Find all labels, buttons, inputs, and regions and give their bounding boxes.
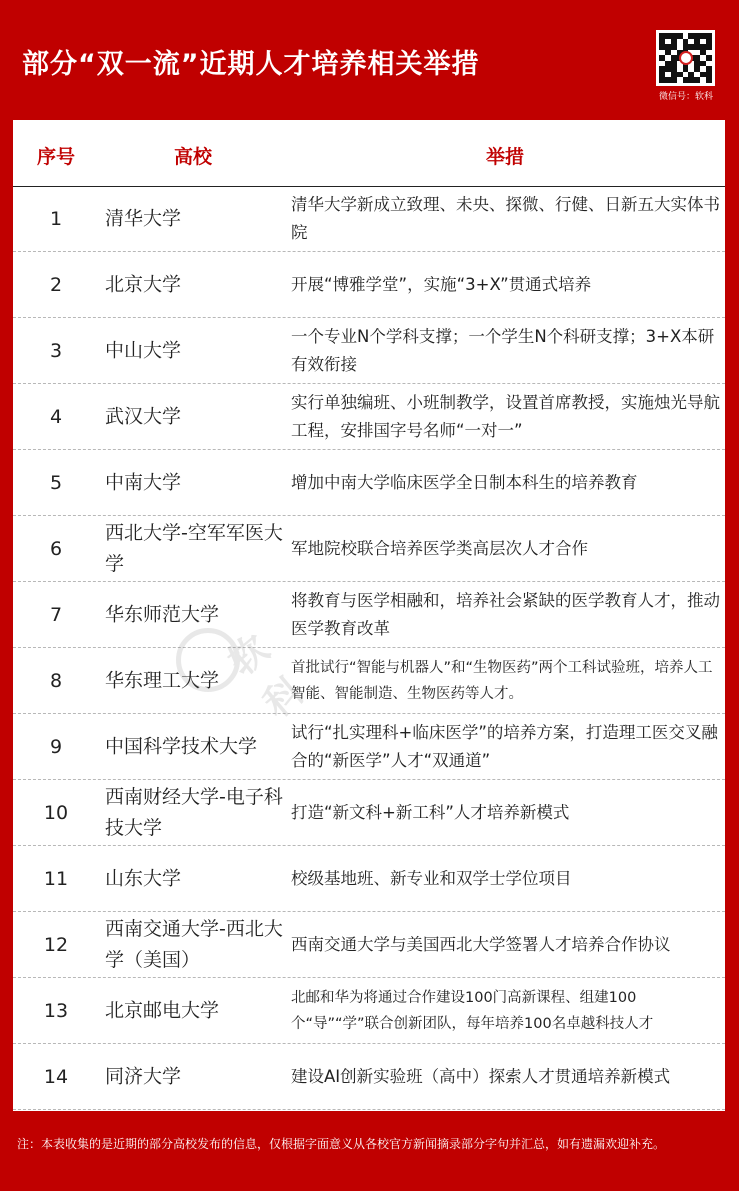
table-row: [13, 978, 725, 1044]
row-school: 西南交通大学-西北大学（美国）: [105, 917, 283, 971]
table-row: [13, 516, 725, 582]
table-row: [13, 714, 725, 780]
row-measure: 清华大学新成立致理、未央、探微、行健、日新五大实体书院: [291, 194, 720, 242]
header-school: 高校: [173, 146, 213, 168]
row-index: 12: [43, 933, 69, 956]
table-row: [13, 186, 725, 252]
table-row: [13, 1044, 725, 1110]
row-school: 武汉大学: [105, 405, 182, 427]
page-title: 部分“双一流”近期人才培养相关举措: [22, 49, 480, 80]
row-measure: 打造“新文科+新工科”人才培养新模式: [291, 802, 570, 822]
row-index: 13: [43, 999, 69, 1022]
row-index: 9: [49, 735, 63, 758]
row-measure: 西南交通大学与美国西北大学签署人才培养合作协议: [291, 934, 671, 954]
header-index: 序号: [36, 146, 76, 168]
row-measure: 开展“博雅学堂”，实施“3+X”贯通式培养: [291, 274, 592, 294]
row-index: 8: [49, 669, 63, 692]
table-row: [13, 846, 725, 912]
row-index: 2: [49, 273, 63, 296]
row-school: 清华大学: [105, 207, 182, 229]
table-header: [13, 120, 725, 187]
row-school: 华东师范大学: [105, 603, 220, 625]
row-measure: 试行“扎实理科+临床医学”的培养方案，打造理工医交叉融合的“新医学”人才“双通道”: [291, 722, 718, 770]
row-school: 山东大学: [105, 867, 182, 889]
row-index: 3: [49, 339, 63, 362]
row-index: 7: [49, 603, 63, 626]
table-row: [13, 648, 725, 714]
measures-table: [13, 120, 725, 1111]
row-index: 14: [43, 1065, 69, 1088]
row-measure: 一个专业N个学科支撑；一个学生N个科研支撑；3+X本研有效衔接: [291, 326, 715, 374]
row-index: 11: [43, 867, 69, 890]
row-school: 西南财经大学-电子科技大学: [105, 785, 283, 839]
qr-caption: 微信号：软科: [658, 92, 713, 102]
row-index: 6: [49, 537, 63, 560]
row-measure: 将教育与医学相融和，培养社会紧缺的医学教育人才，推动医学教育改革: [291, 590, 720, 638]
row-school: 华东理工大学: [105, 669, 220, 691]
row-school: 北京邮电大学: [105, 999, 220, 1021]
table-row: [13, 582, 725, 648]
row-index: 1: [49, 207, 63, 230]
row-school: 中山大学: [105, 339, 182, 361]
qr-code: [656, 30, 715, 86]
row-school: 中南大学: [105, 471, 182, 493]
row-measure: 实行单独编班、小班制教学，设置首席教授，实施烛光导航工程，安排国字号名师“一对一”: [291, 392, 720, 440]
row-school: 北京大学: [105, 273, 182, 295]
brand-logo-icon: [679, 51, 693, 65]
row-measure: 建设AI创新实验班（高中）探索人才贯通培养新模式: [291, 1066, 671, 1086]
row-school: 同济大学: [105, 1065, 182, 1087]
row-index: 10: [43, 801, 69, 824]
row-school: 中国科学技术大学: [105, 735, 258, 757]
row-school: 西北大学-空军军医大学: [105, 521, 283, 575]
row-index: 4: [49, 405, 63, 428]
table-row: [13, 384, 725, 450]
row-measure: 北邮和华为将通过合作建设100门高新课程、组建100个“导”“学”联合创新团队，每年培养100名卓越科技人才: [291, 989, 654, 1032]
row-measure: 增加中南大学临床医学全日制本科生的培养教育: [291, 472, 638, 492]
row-measure: 校级基地班、新专业和双学士学位项目: [291, 868, 572, 888]
table-row: [13, 450, 725, 516]
row-index: 5: [49, 471, 63, 494]
table-row: [13, 252, 725, 318]
row-measure: 首批试行“智能与机器人”和“生物医药”两个工科试验班，培养人工智能、智能制造、生物医药等人才。: [291, 659, 713, 702]
table-row: [13, 912, 725, 978]
table-row: [13, 318, 725, 384]
header-measure: 举措: [485, 146, 525, 168]
row-measure: 军地院校联合培养医学类高层次人才合作: [291, 538, 588, 558]
footnote: 注：本表收集的是近期的部分高校发布的信息，仅根据字面意义从各校官方新闻摘录部分字句并汇总，如有遗漏欢迎补充。: [17, 1137, 666, 1151]
table-row: [13, 780, 725, 846]
